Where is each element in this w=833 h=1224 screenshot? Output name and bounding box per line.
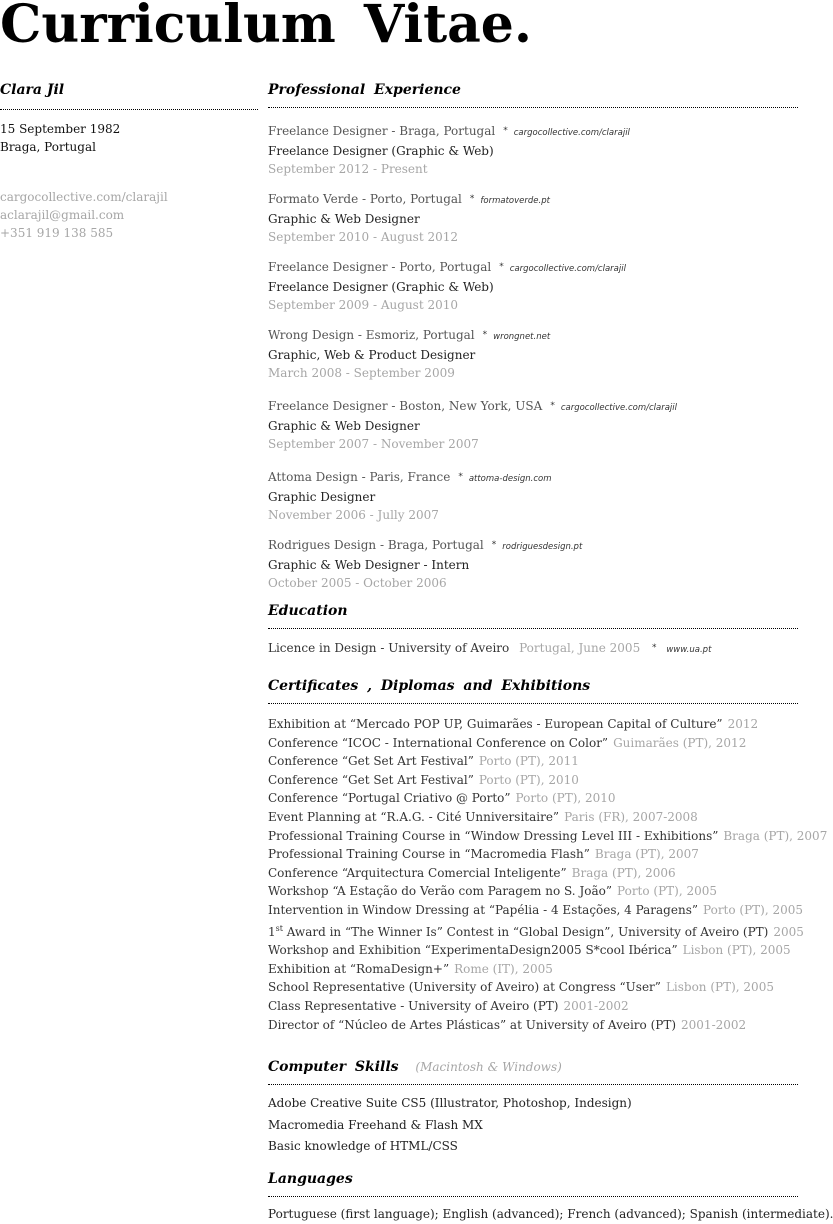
birth-place: Braga, Portugal <box>0 140 96 154</box>
certificate-item <box>268 941 798 960</box>
certificate-location: Braga (PT), 2007 <box>594 847 699 862</box>
certificates-list <box>268 715 828 1034</box>
phone-number: +351 919 138 585 <box>0 226 114 240</box>
certificate-item <box>268 920 804 942</box>
job-url[interactable]: cargocollective.com/clarajil <box>560 403 677 413</box>
website-link[interactable]: cargocollective.com/clarajil <box>0 190 168 204</box>
email-link[interactable]: aclarajil@gmail.com <box>0 208 125 222</box>
job-period: September 2007 - November 2007 <box>268 437 479 451</box>
languages-section <box>268 1171 833 1223</box>
experience-title: Professional Experience <box>268 82 461 98</box>
certificate-item <box>268 845 798 864</box>
job-url[interactable]: formatoverde.pt <box>480 196 550 206</box>
job-company-line <box>268 122 798 142</box>
languages-title: Languages <box>268 1171 353 1187</box>
certificate-item <box>268 808 798 827</box>
job-period: October 2005 - October 2006 <box>268 576 447 590</box>
certificate-item <box>268 978 798 997</box>
asterisk-icon: * <box>491 540 497 550</box>
certificate-location: Rome (IT), 2005 <box>454 961 553 976</box>
certificate-text: Professional Training Course in “Window Dressing Level III - Exhibitions” <box>268 828 719 843</box>
job-role: Freelance Designer (Graphic & Web) <box>268 144 494 158</box>
certificate-text: Exhibition at “Mercado POP UP, Guimarães - European Capital of Culture” <box>268 717 723 731</box>
skills-list <box>268 1093 798 1158</box>
job-company-line <box>268 468 798 488</box>
certificate-text: Director of “Núcleo de Artes Plásticas” at University of Aveiro (PT) <box>268 1017 677 1032</box>
certificate-text: Conference “Get Set Art Festival” <box>268 754 474 769</box>
certificate-location: Lisbon (PT), 2005 <box>682 943 791 958</box>
degree: Licence in Design - University of Aveiro <box>268 641 510 655</box>
certificate-text: Conference “Arquitectura Comercial Inteligente” <box>268 865 567 880</box>
job-company-line <box>268 536 798 556</box>
job-entry <box>268 397 798 453</box>
job-role: Graphic, Web & Product Designer <box>268 348 476 362</box>
asterisk-icon: * <box>652 643 657 653</box>
certificates-section <box>268 678 828 1034</box>
job-company: Freelance Designer - Braga, Portugal <box>268 124 496 138</box>
skills-section <box>268 1059 798 1158</box>
divider <box>268 107 798 108</box>
asterisk-icon: * <box>503 126 508 136</box>
certificate-text: School Representative (University of Aveiro) at Congress “User” <box>268 980 661 995</box>
certificate-item <box>268 771 798 790</box>
skills-note: (Macintosh & Windows) <box>415 1060 562 1074</box>
job-period: September 2009 - August 2010 <box>268 298 459 312</box>
certificate-location: Porto (PT), 2010 <box>478 772 579 787</box>
certificate-location: 2005 <box>773 924 804 939</box>
certificate-location: Porto (PT), 2010 <box>515 791 616 806</box>
job-entry <box>268 326 798 382</box>
certificate-text: Professional Training Course in “Macromedia Flash” <box>268 847 590 862</box>
certificate-location: Porto (PT), 2005 <box>617 884 718 899</box>
job-period: September 2010 - August 2012 <box>268 230 459 244</box>
divider <box>268 628 798 629</box>
education-entry <box>268 639 798 659</box>
divider <box>268 703 798 704</box>
skill-item: Basic knowledge of HTML/CSS <box>268 1139 458 1153</box>
certificate-item <box>268 864 798 883</box>
certificate-text: Workshop and Exhibition “ExperimentaDesign2005 S*cool Ibérica” <box>268 943 678 958</box>
asterisk-icon: * <box>499 262 504 272</box>
certificate-item <box>268 827 828 846</box>
certificate-location: Guimarães (PT), 2012 <box>613 735 747 750</box>
certificate-location: 2001-2002 <box>681 1017 747 1032</box>
divider <box>0 109 258 110</box>
profile-name: Clara Jil <box>0 82 65 98</box>
job-company: Rodrigues Design - Braga, Portugal <box>268 538 484 552</box>
experience-section <box>268 82 798 604</box>
job-role: Graphic & Web Designer <box>268 419 420 433</box>
award-rank-suffix: st <box>275 923 283 933</box>
job-entry <box>268 536 798 592</box>
job-period: March 2008 - September 2009 <box>268 366 455 380</box>
divider <box>268 1084 798 1085</box>
certificate-text: Class Representative - University of Aveiro (PT) <box>268 998 559 1013</box>
job-entry <box>268 258 798 314</box>
job-company: Wrong Design - Esmoriz, Portugal <box>268 328 475 342</box>
skill-item: Adobe Creative Suite CS5 (Illustrator, Photoshop, Indesign) <box>268 1096 632 1110</box>
certificate-text: Intervention in Window Dressing at “Papélia - 4 Estações, 4 Paragens” <box>268 902 698 917</box>
certificate-text: Conference “Portugal Criativo @ Porto” <box>268 791 511 806</box>
job-company: Freelance Designer - Porto, Portugal <box>268 260 492 274</box>
profile-column <box>0 82 250 242</box>
page-title: Curriculum Vitae. <box>0 0 532 55</box>
certificate-text: Workshop “A Estação do Verão com Paragem no S. João” <box>268 884 612 899</box>
certificate-location: 2012 <box>727 717 759 731</box>
job-company-line <box>268 258 798 278</box>
job-url[interactable]: cargocollective.com/clarajil <box>509 264 626 274</box>
languages-line: Portuguese (first language); English (advanced); French (advanced); Spanish (intermediate). <box>268 1207 833 1221</box>
certificate-location: Paris (FR), 2007-2008 <box>564 809 698 824</box>
certificate-text: Conference “ICOC - International Conference on Color” <box>268 735 609 750</box>
certificates-title: Certificates , Diplomas and Exhibitions <box>268 678 591 694</box>
asterisk-icon: * <box>550 401 555 411</box>
job-entry <box>268 190 798 246</box>
certificate-item <box>268 734 798 753</box>
divider <box>268 1196 798 1197</box>
job-role: Graphic Designer <box>268 490 376 504</box>
certificate-location: Braga (PT), 2006 <box>571 865 676 880</box>
birth-info <box>0 120 250 156</box>
asterisk-icon: * <box>458 472 463 482</box>
job-role: Freelance Designer (Graphic & Web) <box>268 280 494 294</box>
certificate-item <box>268 997 798 1016</box>
job-url[interactable]: cargocollective.com/clarajil <box>513 128 630 138</box>
education-section <box>268 603 798 659</box>
certificate-location: Porto (PT), 2005 <box>703 902 804 917</box>
education-url[interactable]: www.ua.pt <box>666 645 712 655</box>
job-entry <box>268 468 798 524</box>
job-list <box>268 122 798 592</box>
job-company: Freelance Designer - Boston, New York, USA <box>268 399 543 413</box>
skills-title-text: Computer Skills <box>268 1059 399 1075</box>
certificate-location: Braga (PT), 2007 <box>723 828 828 843</box>
asterisk-icon: * <box>469 194 475 204</box>
job-role: Graphic & Web Designer <box>268 212 420 226</box>
job-company: Attoma Design - Paris, France <box>268 470 451 484</box>
job-entry <box>268 122 798 178</box>
birth-date: 15 September 1982 <box>0 122 121 136</box>
certificate-item <box>268 789 798 808</box>
job-url[interactable]: wrongnet.net <box>493 332 551 342</box>
certificate-text: Event Planning at “R.A.G. - Cité Unniversitaire” <box>268 809 560 824</box>
certificate-location: Lisbon (PT), 2005 <box>665 980 774 995</box>
job-period: November 2006 - Jully 2007 <box>268 508 439 522</box>
certificate-item <box>268 901 804 920</box>
certificate-item <box>268 752 798 771</box>
job-company: Formato Verde - Porto, Portugal <box>268 192 462 206</box>
job-company-line <box>268 326 798 346</box>
contact-info <box>0 188 250 242</box>
certificate-item <box>268 960 798 979</box>
award-rank: 1 <box>268 924 276 939</box>
job-role: Graphic & Web Designer - Intern <box>268 558 470 572</box>
certificate-text: Exhibition at “RomaDesign+” <box>268 961 450 976</box>
education-detail: Portugal, June 2005 <box>519 641 641 655</box>
job-company-line <box>268 397 798 417</box>
certificate-text: Award in “The Winner Is” Contest in “Global Design”, University of Aveiro (PT) <box>286 924 769 939</box>
certificate-text: Conference “Get Set Art Festival” <box>268 772 474 787</box>
skill-item: Macromedia Freehand & Flash MX <box>268 1117 483 1132</box>
job-url[interactable]: attoma-design.com <box>468 474 552 484</box>
job-url[interactable]: rodriguesdesign.pt <box>502 542 583 552</box>
certificate-item <box>268 715 798 734</box>
skills-title <box>268 1059 798 1079</box>
job-period: September 2012 - Present <box>268 162 428 176</box>
certificate-location: 2001-2002 <box>563 998 629 1013</box>
certificate-item <box>268 1016 798 1035</box>
asterisk-icon: * <box>482 330 488 340</box>
certificate-item <box>268 882 798 901</box>
education-title: Education <box>268 603 348 619</box>
job-company-line <box>268 190 798 210</box>
certificate-location: Porto (PT), 2011 <box>478 754 579 769</box>
